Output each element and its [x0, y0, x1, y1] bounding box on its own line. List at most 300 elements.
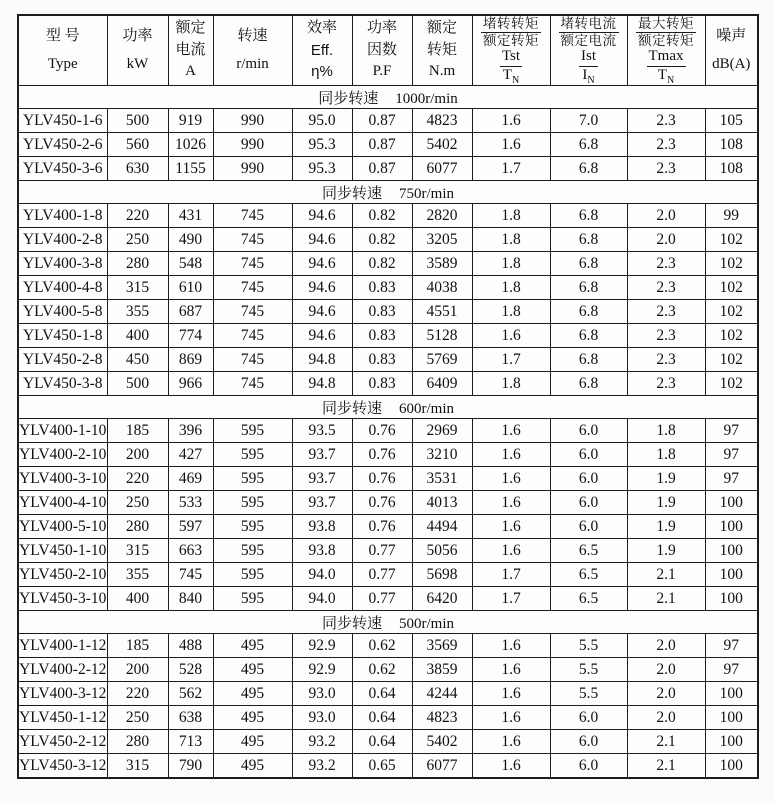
cell-max-torque-ratio: 2.0: [627, 706, 705, 730]
cell-type: YLV450-2-12: [18, 730, 107, 754]
cell-max-torque-ratio: 2.1: [627, 754, 705, 779]
cell-rated-torque: 2969: [412, 419, 472, 443]
cell-noise: 102: [705, 228, 758, 252]
table-row: [18, 348, 758, 372]
table-row: [18, 228, 758, 252]
cell-power: 280: [107, 252, 168, 276]
header-cell-content: [628, 16, 705, 85]
cell-noise: 100: [705, 515, 758, 539]
cell-locked-rotor-current-ratio: 6.8: [550, 204, 627, 228]
cell-rated-torque: 5769: [412, 348, 472, 372]
cell-power: 220: [107, 682, 168, 706]
section-speed: 750r/min: [399, 185, 454, 202]
cell-noise: 108: [705, 157, 758, 181]
cell-locked-rotor-current-ratio: 6.8: [550, 157, 627, 181]
cell-rated-torque: 3205: [412, 228, 472, 252]
cell-speed: 745: [213, 228, 292, 252]
cell-rated-torque: 4551: [412, 300, 472, 324]
cell-efficiency: 93.2: [292, 754, 352, 779]
cell-type: YLV400-5-10: [18, 515, 107, 539]
cell-type: YLV450-3-10: [18, 587, 107, 611]
cell-rated-torque: 3859: [412, 658, 472, 682]
cell-efficiency: 93.5: [292, 419, 352, 443]
cell-locked-rotor-current-ratio: 6.8: [550, 348, 627, 372]
table-row: [18, 754, 758, 779]
cell-noise: 99: [705, 204, 758, 228]
cell-power-factor: 0.87: [352, 157, 412, 181]
cell-max-torque-ratio: 2.3: [627, 157, 705, 181]
table-row: [18, 539, 758, 563]
motor-spec-table: [17, 14, 759, 779]
header-cell-content: [169, 16, 213, 85]
cell-max-torque-ratio: 2.1: [627, 563, 705, 587]
cell-locked-rotor-current-ratio: 6.0: [550, 467, 627, 491]
cell-rated-current: 687: [168, 300, 213, 324]
cell-max-torque-ratio: 2.3: [627, 300, 705, 324]
cell-power: 355: [107, 563, 168, 587]
cell-rated-current: 427: [168, 443, 213, 467]
cell-type: YLV400-1-8: [18, 204, 107, 228]
cell-rated-torque: 3589: [412, 252, 472, 276]
cell-type: YLV450-2-8: [18, 348, 107, 372]
cell-speed: 745: [213, 324, 292, 348]
cell-max-torque-ratio: 1.9: [627, 515, 705, 539]
cell-type: YLV400-2-8: [18, 228, 107, 252]
cell-power-factor: 0.82: [352, 204, 412, 228]
cell-power: 280: [107, 515, 168, 539]
cell-speed: 990: [213, 109, 292, 133]
cell-efficiency: 95.3: [292, 133, 352, 157]
cell-noise: 102: [705, 348, 758, 372]
cell-noise: 100: [705, 730, 758, 754]
cell-efficiency: 94.6: [292, 204, 352, 228]
cell-rated-current: 597: [168, 515, 213, 539]
cell-locked-rotor-torque-ratio: 1.6: [472, 467, 550, 491]
cell-type: YLV450-1-8: [18, 324, 107, 348]
cell-type: YLV400-2-10: [18, 443, 107, 467]
section-title: 同步转速: [321, 185, 382, 202]
fraction-denominator: 额定转矩: [483, 33, 539, 49]
cell-efficiency: 95.3: [292, 157, 352, 181]
cell-rated-torque: 6409: [412, 372, 472, 396]
cell-power-factor: 0.83: [352, 276, 412, 300]
cell-rated-torque: 4823: [412, 706, 472, 730]
table-row: [18, 157, 758, 181]
cell-efficiency: 92.9: [292, 658, 352, 682]
cell-power-factor: 0.62: [352, 658, 412, 682]
cell-max-torque-ratio: 1.8: [627, 419, 705, 443]
cell-max-torque-ratio: 1.9: [627, 467, 705, 491]
header-cell-content: [214, 16, 292, 85]
cell-speed: 745: [213, 204, 292, 228]
section-speed: 600r/min: [399, 400, 454, 417]
cell-locked-rotor-torque-ratio: 1.8: [472, 372, 550, 396]
section-header-row: [18, 611, 758, 634]
symbol-base: I: [582, 67, 588, 84]
header-line: 额定: [175, 20, 206, 37]
col-header-type: [18, 15, 107, 86]
header-row: [18, 15, 758, 86]
cell-locked-rotor-current-ratio: 7.0: [550, 109, 627, 133]
cell-locked-rotor-torque-ratio: 1.8: [472, 204, 550, 228]
cell-type: YLV450-3-6: [18, 157, 107, 181]
symbol-base: T: [502, 67, 512, 84]
cell-locked-rotor-torque-ratio: 1.6: [472, 634, 550, 658]
cell-locked-rotor-torque-ratio: 1.6: [472, 109, 550, 133]
cell-max-torque-ratio: 2.3: [627, 276, 705, 300]
cell-power-factor: 0.87: [352, 133, 412, 157]
cell-max-torque-ratio: 2.1: [627, 587, 705, 611]
table-row: [18, 324, 758, 348]
cell-rated-current: 919: [168, 109, 213, 133]
cell-power-factor: 0.77: [352, 563, 412, 587]
cell-power-factor: 0.76: [352, 491, 412, 515]
section-title: 同步转速: [321, 615, 382, 632]
cell-power: 250: [107, 706, 168, 730]
cell-noise: 100: [705, 587, 758, 611]
cell-max-torque-ratio: 2.3: [627, 372, 705, 396]
col-header-locked-rotor-current-ratio: [550, 15, 627, 86]
cell-noise: 100: [705, 754, 758, 779]
col-header-speed: [213, 15, 292, 86]
cell-rated-current: 610: [168, 276, 213, 300]
fraction-symbol-numerator: Ist: [579, 49, 598, 67]
fraction-numerator: 堵转转矩: [481, 17, 541, 33]
header-line: dB(A): [712, 55, 751, 72]
cell-locked-rotor-current-ratio: 6.8: [550, 324, 627, 348]
cell-power-factor: 0.83: [352, 324, 412, 348]
cell-rated-current: 1155: [168, 157, 213, 181]
cell-rated-current: 533: [168, 491, 213, 515]
col-header-power: [107, 15, 168, 86]
cell-power-factor: 0.82: [352, 252, 412, 276]
cell-type: YLV450-1-10: [18, 539, 107, 563]
cell-type: YLV400-4-10: [18, 491, 107, 515]
col-header-power-factor: [352, 15, 412, 86]
cell-efficiency: 94.8: [292, 348, 352, 372]
cell-locked-rotor-current-ratio: 6.5: [550, 563, 627, 587]
cell-locked-rotor-torque-ratio: 1.6: [472, 658, 550, 682]
cell-efficiency: 94.6: [292, 252, 352, 276]
cell-power: 220: [107, 467, 168, 491]
cell-power-factor: 0.64: [352, 730, 412, 754]
table-row: [18, 706, 758, 730]
section-header-cell: [18, 611, 758, 634]
cell-rated-torque: 3210: [412, 443, 472, 467]
header-line: 转矩: [426, 41, 457, 58]
table-row: [18, 658, 758, 682]
symbol-subscript: N: [587, 75, 595, 86]
cell-rated-current: 790: [168, 754, 213, 779]
table-header: [18, 15, 758, 86]
cell-speed: 595: [213, 539, 292, 563]
cell-power: 500: [107, 372, 168, 396]
cell-noise: 102: [705, 276, 758, 300]
cell-efficiency: 93.7: [292, 491, 352, 515]
cell-noise: 97: [705, 419, 758, 443]
section-speed: 500r/min: [399, 615, 454, 632]
cell-efficiency: 94.6: [292, 228, 352, 252]
cell-locked-rotor-current-ratio: 6.5: [550, 539, 627, 563]
cell-speed: 595: [213, 467, 292, 491]
section-speed: 1000r/min: [395, 90, 458, 107]
cell-locked-rotor-torque-ratio: 1.6: [472, 539, 550, 563]
cell-rated-torque: 4013: [412, 491, 472, 515]
cell-locked-rotor-current-ratio: 5.5: [550, 682, 627, 706]
col-header-rated-torque: [412, 15, 472, 86]
cell-locked-rotor-torque-ratio: 1.7: [472, 157, 550, 181]
cell-power: 500: [107, 109, 168, 133]
cell-locked-rotor-current-ratio: 6.0: [550, 491, 627, 515]
header-line: A: [185, 62, 196, 79]
cell-efficiency: 94.0: [292, 587, 352, 611]
table-row: [18, 730, 758, 754]
cell-locked-rotor-torque-ratio: 1.6: [472, 133, 550, 157]
cell-power-factor: 0.62: [352, 634, 412, 658]
cell-noise: 100: [705, 539, 758, 563]
cell-max-torque-ratio: 2.3: [627, 109, 705, 133]
cell-power: 450: [107, 348, 168, 372]
cell-locked-rotor-current-ratio: 6.8: [550, 252, 627, 276]
cell-locked-rotor-torque-ratio: 1.6: [472, 682, 550, 706]
cell-type: YLV450-3-8: [18, 372, 107, 396]
header-line: 效率: [306, 20, 337, 37]
cell-noise: 105: [705, 109, 758, 133]
cell-locked-rotor-current-ratio: 6.0: [550, 443, 627, 467]
cell-rated-torque: 4823: [412, 109, 472, 133]
cell-noise: 100: [705, 706, 758, 730]
cell-max-torque-ratio: 2.3: [627, 252, 705, 276]
table-row: [18, 682, 758, 706]
cell-locked-rotor-torque-ratio: 1.6: [472, 730, 550, 754]
fraction-symbol-numerator: Tmax: [647, 49, 686, 67]
cell-efficiency: 93.0: [292, 706, 352, 730]
cell-rated-current: 548: [168, 252, 213, 276]
cell-power-factor: 0.82: [352, 228, 412, 252]
cell-power: 200: [107, 658, 168, 682]
cell-rated-current: 431: [168, 204, 213, 228]
header-line: kW: [126, 55, 149, 72]
cell-locked-rotor-torque-ratio: 1.6: [472, 754, 550, 779]
cell-rated-torque: 5402: [412, 133, 472, 157]
cell-locked-rotor-torque-ratio: 1.6: [472, 491, 550, 515]
cell-type: YLV400-5-8: [18, 300, 107, 324]
cell-max-torque-ratio: 1.9: [627, 539, 705, 563]
header-cell-content: [551, 16, 627, 85]
cell-max-torque-ratio: 2.0: [627, 228, 705, 252]
section-header-row: [18, 181, 758, 204]
table-row: [18, 252, 758, 276]
cell-locked-rotor-current-ratio: 6.5: [550, 587, 627, 611]
cell-locked-rotor-torque-ratio: 1.8: [472, 276, 550, 300]
table-row: [18, 587, 758, 611]
cell-rated-current: 488: [168, 634, 213, 658]
cell-locked-rotor-current-ratio: 6.8: [550, 228, 627, 252]
cell-noise: 97: [705, 634, 758, 658]
cell-rated-current: 562: [168, 682, 213, 706]
cell-noise: 102: [705, 372, 758, 396]
cell-max-torque-ratio: 2.0: [627, 682, 705, 706]
table-body: [18, 86, 758, 779]
table-row: [18, 109, 758, 133]
cell-noise: 97: [705, 658, 758, 682]
cell-efficiency: 93.7: [292, 443, 352, 467]
cell-speed: 495: [213, 754, 292, 779]
cell-max-torque-ratio: 1.8: [627, 443, 705, 467]
cell-locked-rotor-current-ratio: 5.5: [550, 634, 627, 658]
cell-locked-rotor-current-ratio: 5.5: [550, 658, 627, 682]
cell-power-factor: 0.76: [352, 515, 412, 539]
table-row: [18, 491, 758, 515]
table-row: [18, 634, 758, 658]
cell-type: YLV450-1-12: [18, 706, 107, 730]
table-row: [18, 563, 758, 587]
header-line: 噪声: [716, 27, 747, 44]
cell-efficiency: 94.6: [292, 276, 352, 300]
cell-speed: 495: [213, 634, 292, 658]
cell-power: 400: [107, 587, 168, 611]
fraction-symbol-numerator: Tst: [500, 49, 522, 67]
cell-locked-rotor-torque-ratio: 1.6: [472, 419, 550, 443]
cell-power-factor: 0.76: [352, 467, 412, 491]
cell-power: 250: [107, 491, 168, 515]
cell-type: YLV450-2-10: [18, 563, 107, 587]
cell-speed: 595: [213, 443, 292, 467]
cell-rated-torque: 5698: [412, 563, 472, 587]
fraction-numerator: 最大转矩: [636, 17, 696, 33]
cell-type: YLV450-3-12: [18, 754, 107, 779]
cell-power: 355: [107, 300, 168, 324]
cell-noise: 102: [705, 252, 758, 276]
symbol-subscript: N: [511, 75, 520, 86]
cell-power-factor: 0.76: [352, 443, 412, 467]
symbol-subscript: N: [666, 75, 675, 86]
cell-efficiency: 94.8: [292, 372, 352, 396]
header-cell-content: [413, 16, 472, 85]
cell-type: YLV400-1-10: [18, 419, 107, 443]
cell-max-torque-ratio: 2.0: [627, 204, 705, 228]
cell-power: 220: [107, 204, 168, 228]
table-row: [18, 419, 758, 443]
cell-rated-torque: 5056: [412, 539, 472, 563]
cell-noise: 100: [705, 491, 758, 515]
cell-speed: 595: [213, 563, 292, 587]
cell-power-factor: 0.76: [352, 419, 412, 443]
cell-rated-current: 774: [168, 324, 213, 348]
cell-power-factor: 0.64: [352, 682, 412, 706]
cell-locked-rotor-torque-ratio: 1.7: [472, 587, 550, 611]
cell-speed: 495: [213, 730, 292, 754]
cell-efficiency: 93.0: [292, 682, 352, 706]
cell-power-factor: 0.83: [352, 372, 412, 396]
cell-rated-torque: 4038: [412, 276, 472, 300]
fraction-numerator: 堵转电流: [559, 17, 619, 33]
cell-type: YLV400-1-12: [18, 634, 107, 658]
header-line: 功率: [366, 20, 397, 37]
cell-power: 250: [107, 228, 168, 252]
cell-power-factor: 0.64: [352, 706, 412, 730]
cell-locked-rotor-current-ratio: 6.0: [550, 706, 627, 730]
cell-rated-torque: 6077: [412, 157, 472, 181]
cell-rated-current: 869: [168, 348, 213, 372]
cell-max-torque-ratio: 2.1: [627, 730, 705, 754]
section-header-row: [18, 86, 758, 109]
cell-max-torque-ratio: 2.0: [627, 634, 705, 658]
cell-efficiency: 94.0: [292, 563, 352, 587]
col-header-noise: [705, 15, 758, 86]
cell-rated-torque: 4244: [412, 682, 472, 706]
header-cell-content: [108, 16, 168, 85]
header-line: 因数: [366, 41, 397, 58]
cell-max-torque-ratio: 2.3: [627, 133, 705, 157]
cell-noise: 97: [705, 467, 758, 491]
header-line: Type: [47, 55, 78, 72]
section-header-cell: [18, 396, 758, 419]
cell-rated-current: 396: [168, 419, 213, 443]
cell-type: YLV400-2-12: [18, 658, 107, 682]
cell-locked-rotor-torque-ratio: 1.6: [472, 515, 550, 539]
cell-rated-current: 966: [168, 372, 213, 396]
cell-efficiency: 92.9: [292, 634, 352, 658]
cell-speed: 745: [213, 348, 292, 372]
cell-type: YLV450-2-6: [18, 133, 107, 157]
fraction-symbol-denominator: [658, 68, 674, 84]
fraction-symbol-denominator: [503, 68, 519, 84]
col-header-rated-current: [168, 15, 213, 86]
fraction-denominator: 额定转矩: [638, 33, 694, 49]
cell-locked-rotor-torque-ratio: 1.6: [472, 443, 550, 467]
cell-type: YLV400-3-10: [18, 467, 107, 491]
cell-speed: 745: [213, 252, 292, 276]
cell-power: 185: [107, 419, 168, 443]
section-title: 同步转速: [321, 400, 382, 417]
cell-rated-current: 528: [168, 658, 213, 682]
cell-noise: 102: [705, 300, 758, 324]
cell-locked-rotor-torque-ratio: 1.7: [472, 563, 550, 587]
cell-locked-rotor-current-ratio: 6.8: [550, 300, 627, 324]
cell-power: 200: [107, 443, 168, 467]
cell-efficiency: 93.7: [292, 467, 352, 491]
cell-speed: 990: [213, 157, 292, 181]
cell-efficiency: 95.0: [292, 109, 352, 133]
cell-power-factor: 0.83: [352, 300, 412, 324]
cell-rated-current: 490: [168, 228, 213, 252]
fraction-symbol-denominator: [582, 68, 594, 84]
cell-speed: 745: [213, 372, 292, 396]
table-row: [18, 276, 758, 300]
section-header-cell: [18, 86, 758, 109]
cell-power: 560: [107, 133, 168, 157]
cell-locked-rotor-current-ratio: 6.0: [550, 515, 627, 539]
cell-power: 185: [107, 634, 168, 658]
table-row: [18, 372, 758, 396]
cell-power-factor: 0.77: [352, 539, 412, 563]
cell-type: YLV400-3-12: [18, 682, 107, 706]
cell-power-factor: 0.65: [352, 754, 412, 779]
cell-locked-rotor-torque-ratio: 1.8: [472, 300, 550, 324]
cell-power: 280: [107, 730, 168, 754]
cell-efficiency: 93.2: [292, 730, 352, 754]
header-cell-content: [293, 16, 352, 85]
cell-locked-rotor-current-ratio: 6.0: [550, 754, 627, 779]
cell-efficiency: 93.8: [292, 539, 352, 563]
cell-rated-torque: 3569: [412, 634, 472, 658]
cell-noise: 100: [705, 682, 758, 706]
cell-speed: 595: [213, 515, 292, 539]
cell-rated-current: 745: [168, 563, 213, 587]
cell-rated-torque: 5128: [412, 324, 472, 348]
cell-rated-current: 469: [168, 467, 213, 491]
